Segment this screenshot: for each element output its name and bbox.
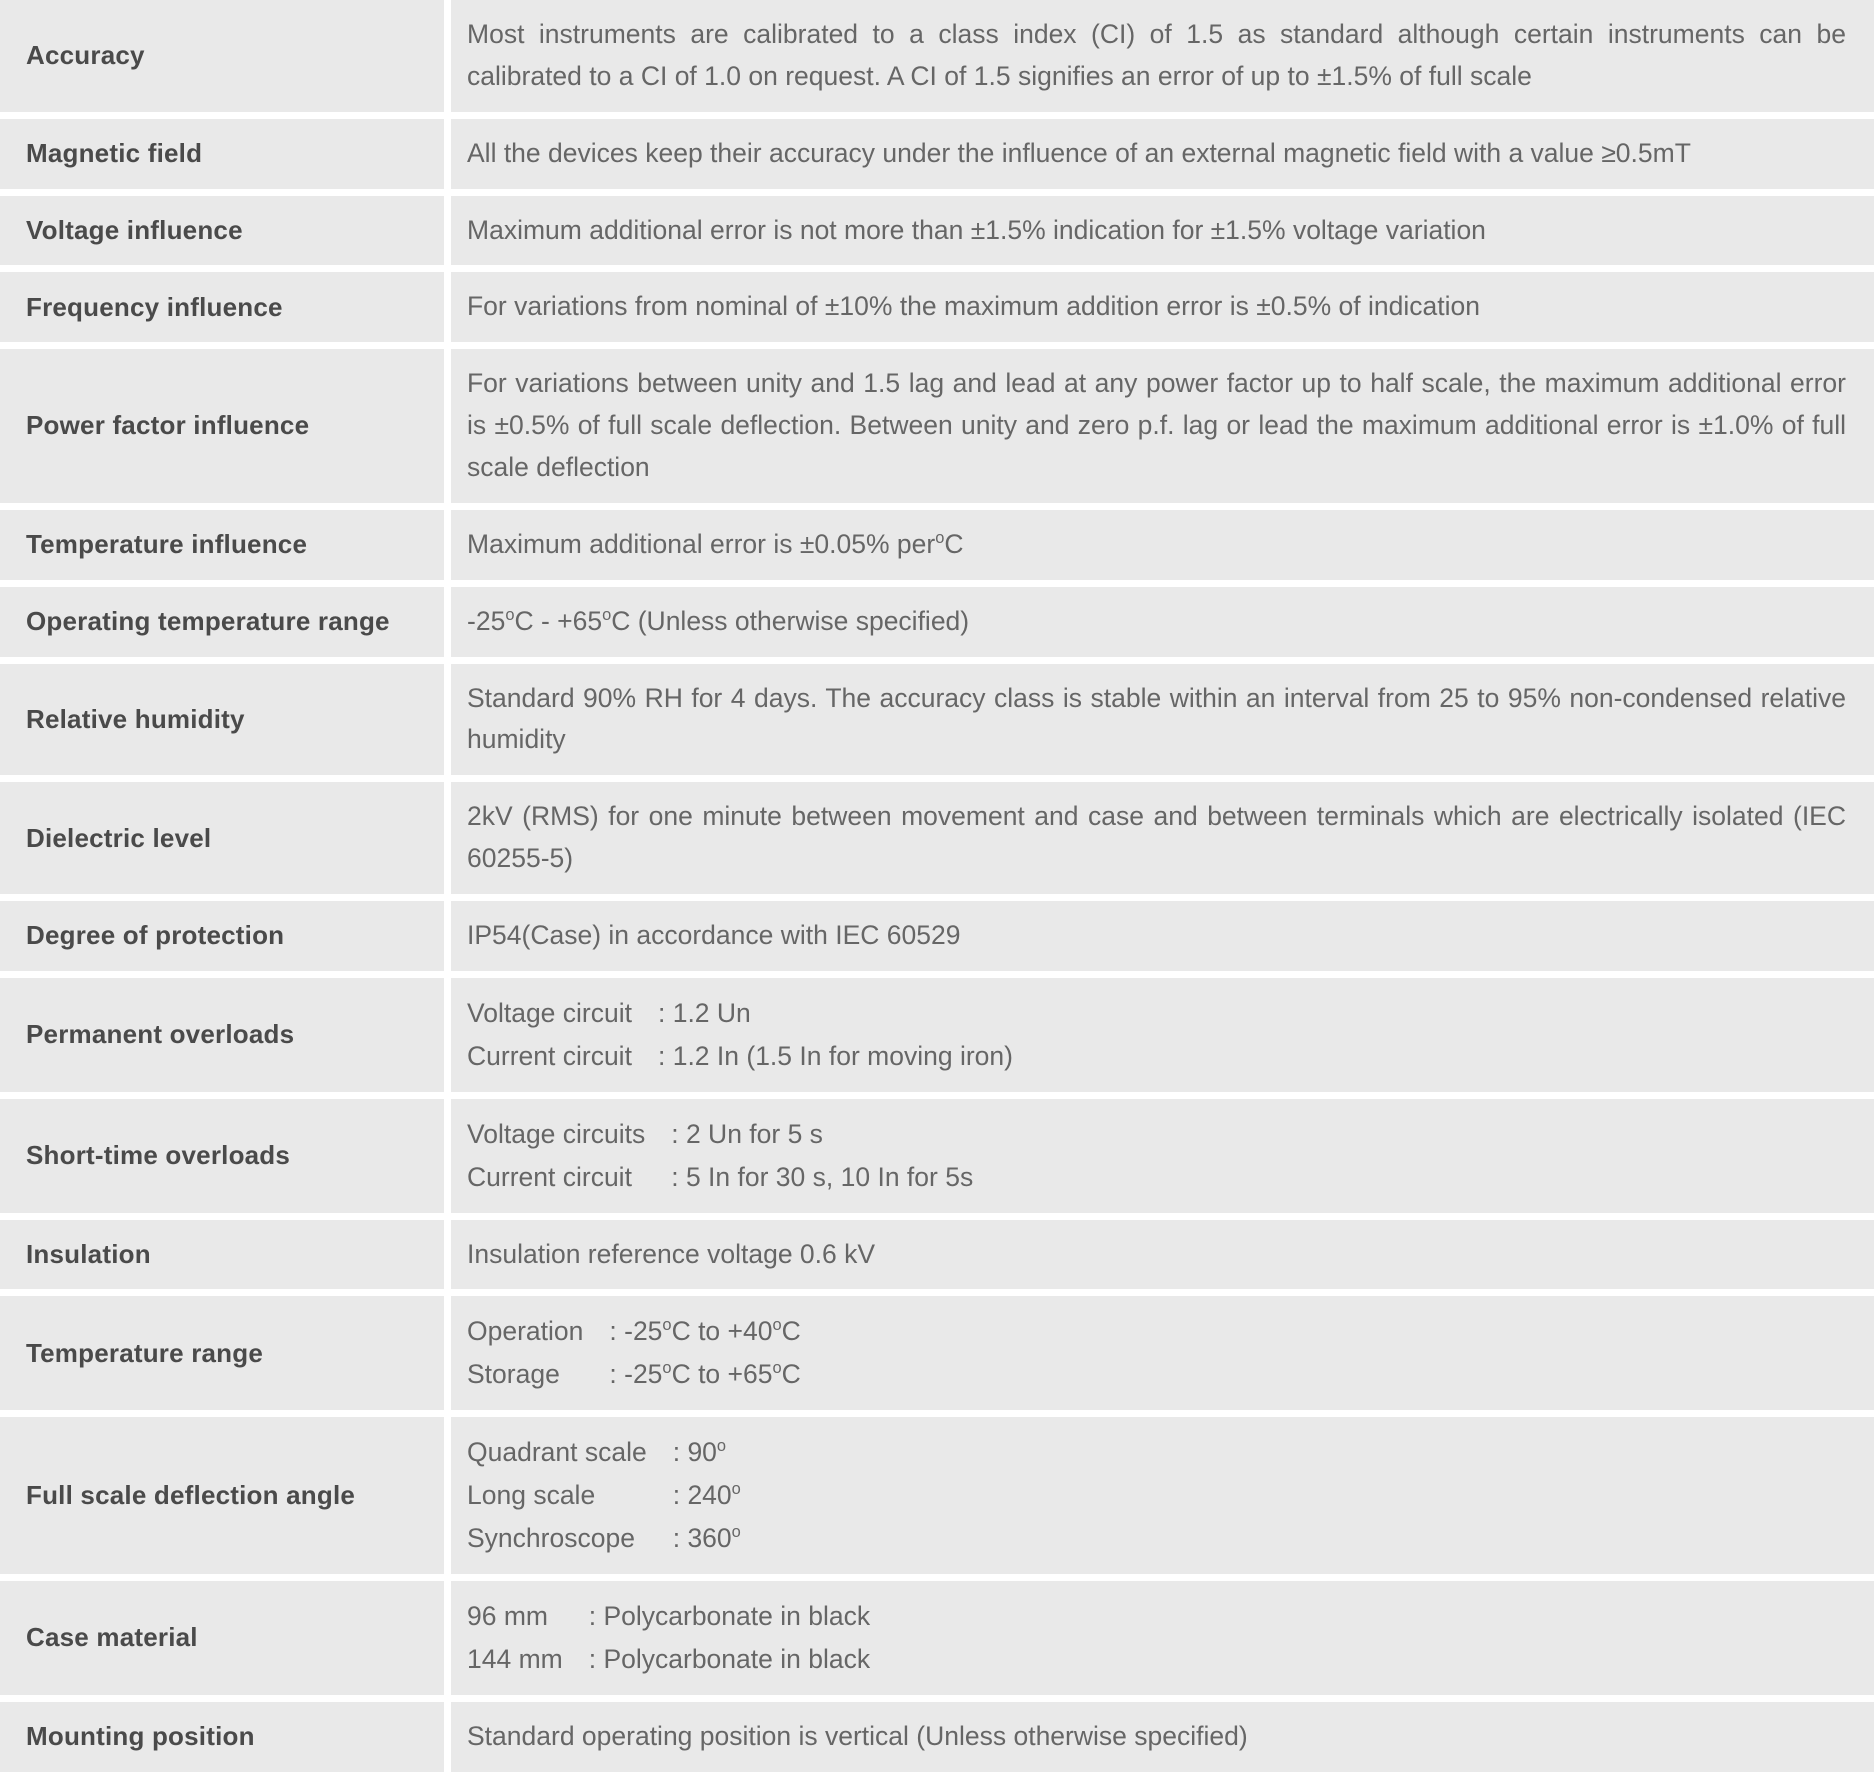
spec-value-text: Standard operating position is vertical (Unless otherwise specified) xyxy=(467,1720,1248,1751)
spec-label-permanent-overloads: Permanent overloads xyxy=(0,978,451,1099)
spec-value-text: Most instruments are calibrated to a class index (CI) of 1.5 as standard although certain instruments can be calibrated to a CI of 1.0 on request. A CI of 1.5 signifies an error of up to ±1.5% of full scale xyxy=(467,19,1854,91)
spec-pair-row xyxy=(467,1431,741,1474)
spec-value-text: Maximum additional error is not more than ±1.5% indication for ±1.5% voltage variation xyxy=(467,214,1486,245)
table-row xyxy=(0,978,1874,1099)
spec-value-temperature-influence xyxy=(451,510,1874,587)
spec-label-insulation: Insulation xyxy=(0,1220,451,1297)
spec-label-voltage-influence: Voltage influence xyxy=(0,196,451,273)
spec-pair-key: 96 mm xyxy=(467,1601,548,1632)
spec-label-short-time-overloads: Short-time overloads xyxy=(0,1099,451,1220)
spec-pair-key: Current circuit xyxy=(467,1161,632,1192)
spec-pair-row xyxy=(467,1595,870,1638)
table-row xyxy=(0,901,1874,978)
spec-label-dielectric-level: Dielectric level xyxy=(0,782,451,901)
spec-pair-value: : 1.2 Un xyxy=(657,997,751,1028)
spec-pair-row xyxy=(467,1638,870,1681)
spec-pair-key: Voltage circuit xyxy=(467,997,632,1028)
spec-value-mounting-position xyxy=(451,1702,1874,1778)
table-row xyxy=(0,664,1874,783)
spec-value-text: 2kV (RMS) for one minute between movement and case and between terminals which are electrically isolated (IEC 60255-5) xyxy=(467,801,1854,874)
spec-pair-key: Current circuit xyxy=(467,1040,632,1071)
spec-value-text: Standard 90% RH for 4 days. The accuracy class is stable within an interval from 25 to 95% non-condensed relative humidity xyxy=(467,682,1854,755)
table-row xyxy=(0,1702,1874,1778)
spec-pair-key: Storage xyxy=(467,1359,560,1390)
spec-pair-key: 144 mm xyxy=(467,1643,563,1674)
spec-value-insulation xyxy=(451,1220,1874,1297)
spec-pair-value: : 5 In for 30 s, 10 In for 5s xyxy=(671,1161,974,1192)
spec-pair-list xyxy=(467,1113,973,1199)
spec-pair-value: : 2 Un for 5 s xyxy=(671,1118,823,1149)
spec-pair-list xyxy=(467,1595,870,1681)
spec-pair-value: : 360$^o$ xyxy=(672,1523,741,1554)
spec-value-short-time-overloads xyxy=(451,1099,1874,1220)
spec-pair-value: : 90$^o$ xyxy=(672,1437,727,1468)
spec-value-full-scale-deflection-angle xyxy=(451,1417,1874,1581)
spec-value-text: For variations from nominal of ±10% the maximum addition error is ±0.5% of indication xyxy=(467,291,1480,322)
spec-value-relative-humidity xyxy=(451,664,1874,783)
spec-pair-value: : Polycarbonate in black xyxy=(588,1643,871,1674)
spec-value-text: Insulation reference voltage 0.6 kV xyxy=(467,1238,876,1269)
spec-value-degree-of-protection xyxy=(451,901,1874,978)
spec-pair-key: Operation xyxy=(467,1316,584,1347)
spec-value-text: $-25^oC - +65^oC$ (Unless otherwise specified) xyxy=(467,605,970,636)
spec-pair-row xyxy=(467,1517,741,1560)
spec-label-temperature-range: Temperature range xyxy=(0,1296,451,1417)
spec-value-frequency-influence xyxy=(451,272,1874,349)
spec-value-voltage-influence xyxy=(451,196,1874,273)
table-row xyxy=(0,782,1874,901)
spec-label-operating-temperature-range: Operating temperature range xyxy=(0,587,451,664)
spec-label-frequency-influence: Frequency influence xyxy=(0,272,451,349)
spec-pair-key: Synchroscope xyxy=(467,1523,635,1554)
spec-value-dielectric-level xyxy=(451,782,1874,901)
table-row xyxy=(0,1296,1874,1417)
spec-label-full-scale-deflection-angle: Full scale deflection angle xyxy=(0,1417,451,1581)
spec-value-text: Maximum additional error is ±0.05% per$^o$C xyxy=(467,528,964,559)
spec-pair-row xyxy=(467,1353,801,1396)
table-row xyxy=(0,1417,1874,1581)
spec-label-magnetic-field: Magnetic field xyxy=(0,119,451,196)
spec-pair-list xyxy=(467,1310,801,1396)
table-row xyxy=(0,0,1874,119)
table-row xyxy=(0,196,1874,273)
spec-value-text: For variations between unity and 1.5 lag and lead at any power factor up to half scale, the maximum additional error is ±0.5% of full scale deflection. Between unity and zero p.f. lag or lead the maximum additional error is ±1.0% of full scale deflection xyxy=(467,368,1854,483)
spec-value-accuracy xyxy=(451,0,1874,119)
spec-value-power-factor-influence xyxy=(451,349,1874,510)
table-row xyxy=(0,349,1874,510)
spec-pair-value: : 1.2 In (1.5 In for moving iron) xyxy=(657,1040,1013,1071)
table-row xyxy=(0,510,1874,587)
spec-pair-row xyxy=(467,992,1013,1035)
spec-pair-list xyxy=(467,1431,741,1560)
spec-value-permanent-overloads xyxy=(451,978,1874,1099)
spec-pair-row xyxy=(467,1035,1013,1078)
spec-label-degree-of-protection: Degree of protection xyxy=(0,901,451,978)
table-row xyxy=(0,1581,1874,1702)
table-row xyxy=(0,1220,1874,1297)
spec-label-temperature-influence: Temperature influence xyxy=(0,510,451,587)
spec-pair-list xyxy=(467,992,1013,1078)
table-row xyxy=(0,1099,1874,1220)
spec-label-relative-humidity: Relative humidity xyxy=(0,664,451,783)
spec-pair-value: : Polycarbonate in black xyxy=(588,1601,871,1632)
table-row xyxy=(0,119,1874,196)
spec-label-power-factor-influence: Power factor influence xyxy=(0,349,451,510)
spec-pair-key: Voltage circuits xyxy=(467,1118,646,1149)
spec-value-magnetic-field xyxy=(451,119,1874,196)
table-row xyxy=(0,587,1874,664)
spec-pair-row xyxy=(467,1310,801,1353)
spec-pair-key: Long scale xyxy=(467,1480,596,1511)
spec-pair-row xyxy=(467,1474,741,1517)
table-row xyxy=(0,272,1874,349)
spec-pair-key: Quadrant scale xyxy=(467,1437,647,1468)
spec-label-case-material: Case material xyxy=(0,1581,451,1702)
spec-value-temperature-range xyxy=(451,1296,1874,1417)
spec-value-text: All the devices keep their accuracy under the influence of an external magnetic field with a value ≥0.5mT xyxy=(467,137,1691,168)
spec-value-operating-temperature-range xyxy=(451,587,1874,664)
spec-pair-value: : -25$^o$C to $+65^oC$ xyxy=(609,1359,801,1390)
spec-value-case-material xyxy=(451,1581,1874,1702)
spec-pair-value: : 240$^o$ xyxy=(672,1480,741,1511)
spec-pair-value: : -25$^o$C to $+40^oC$ xyxy=(609,1316,801,1347)
spec-pair-row xyxy=(467,1156,973,1199)
spec-label-mounting-position: Mounting position xyxy=(0,1702,451,1778)
spec-value-text: IP54(Case) in accordance with IEC 60529 xyxy=(467,920,961,951)
spec-label-accuracy: Accuracy xyxy=(0,0,451,119)
spec-pair-row xyxy=(467,1113,973,1156)
